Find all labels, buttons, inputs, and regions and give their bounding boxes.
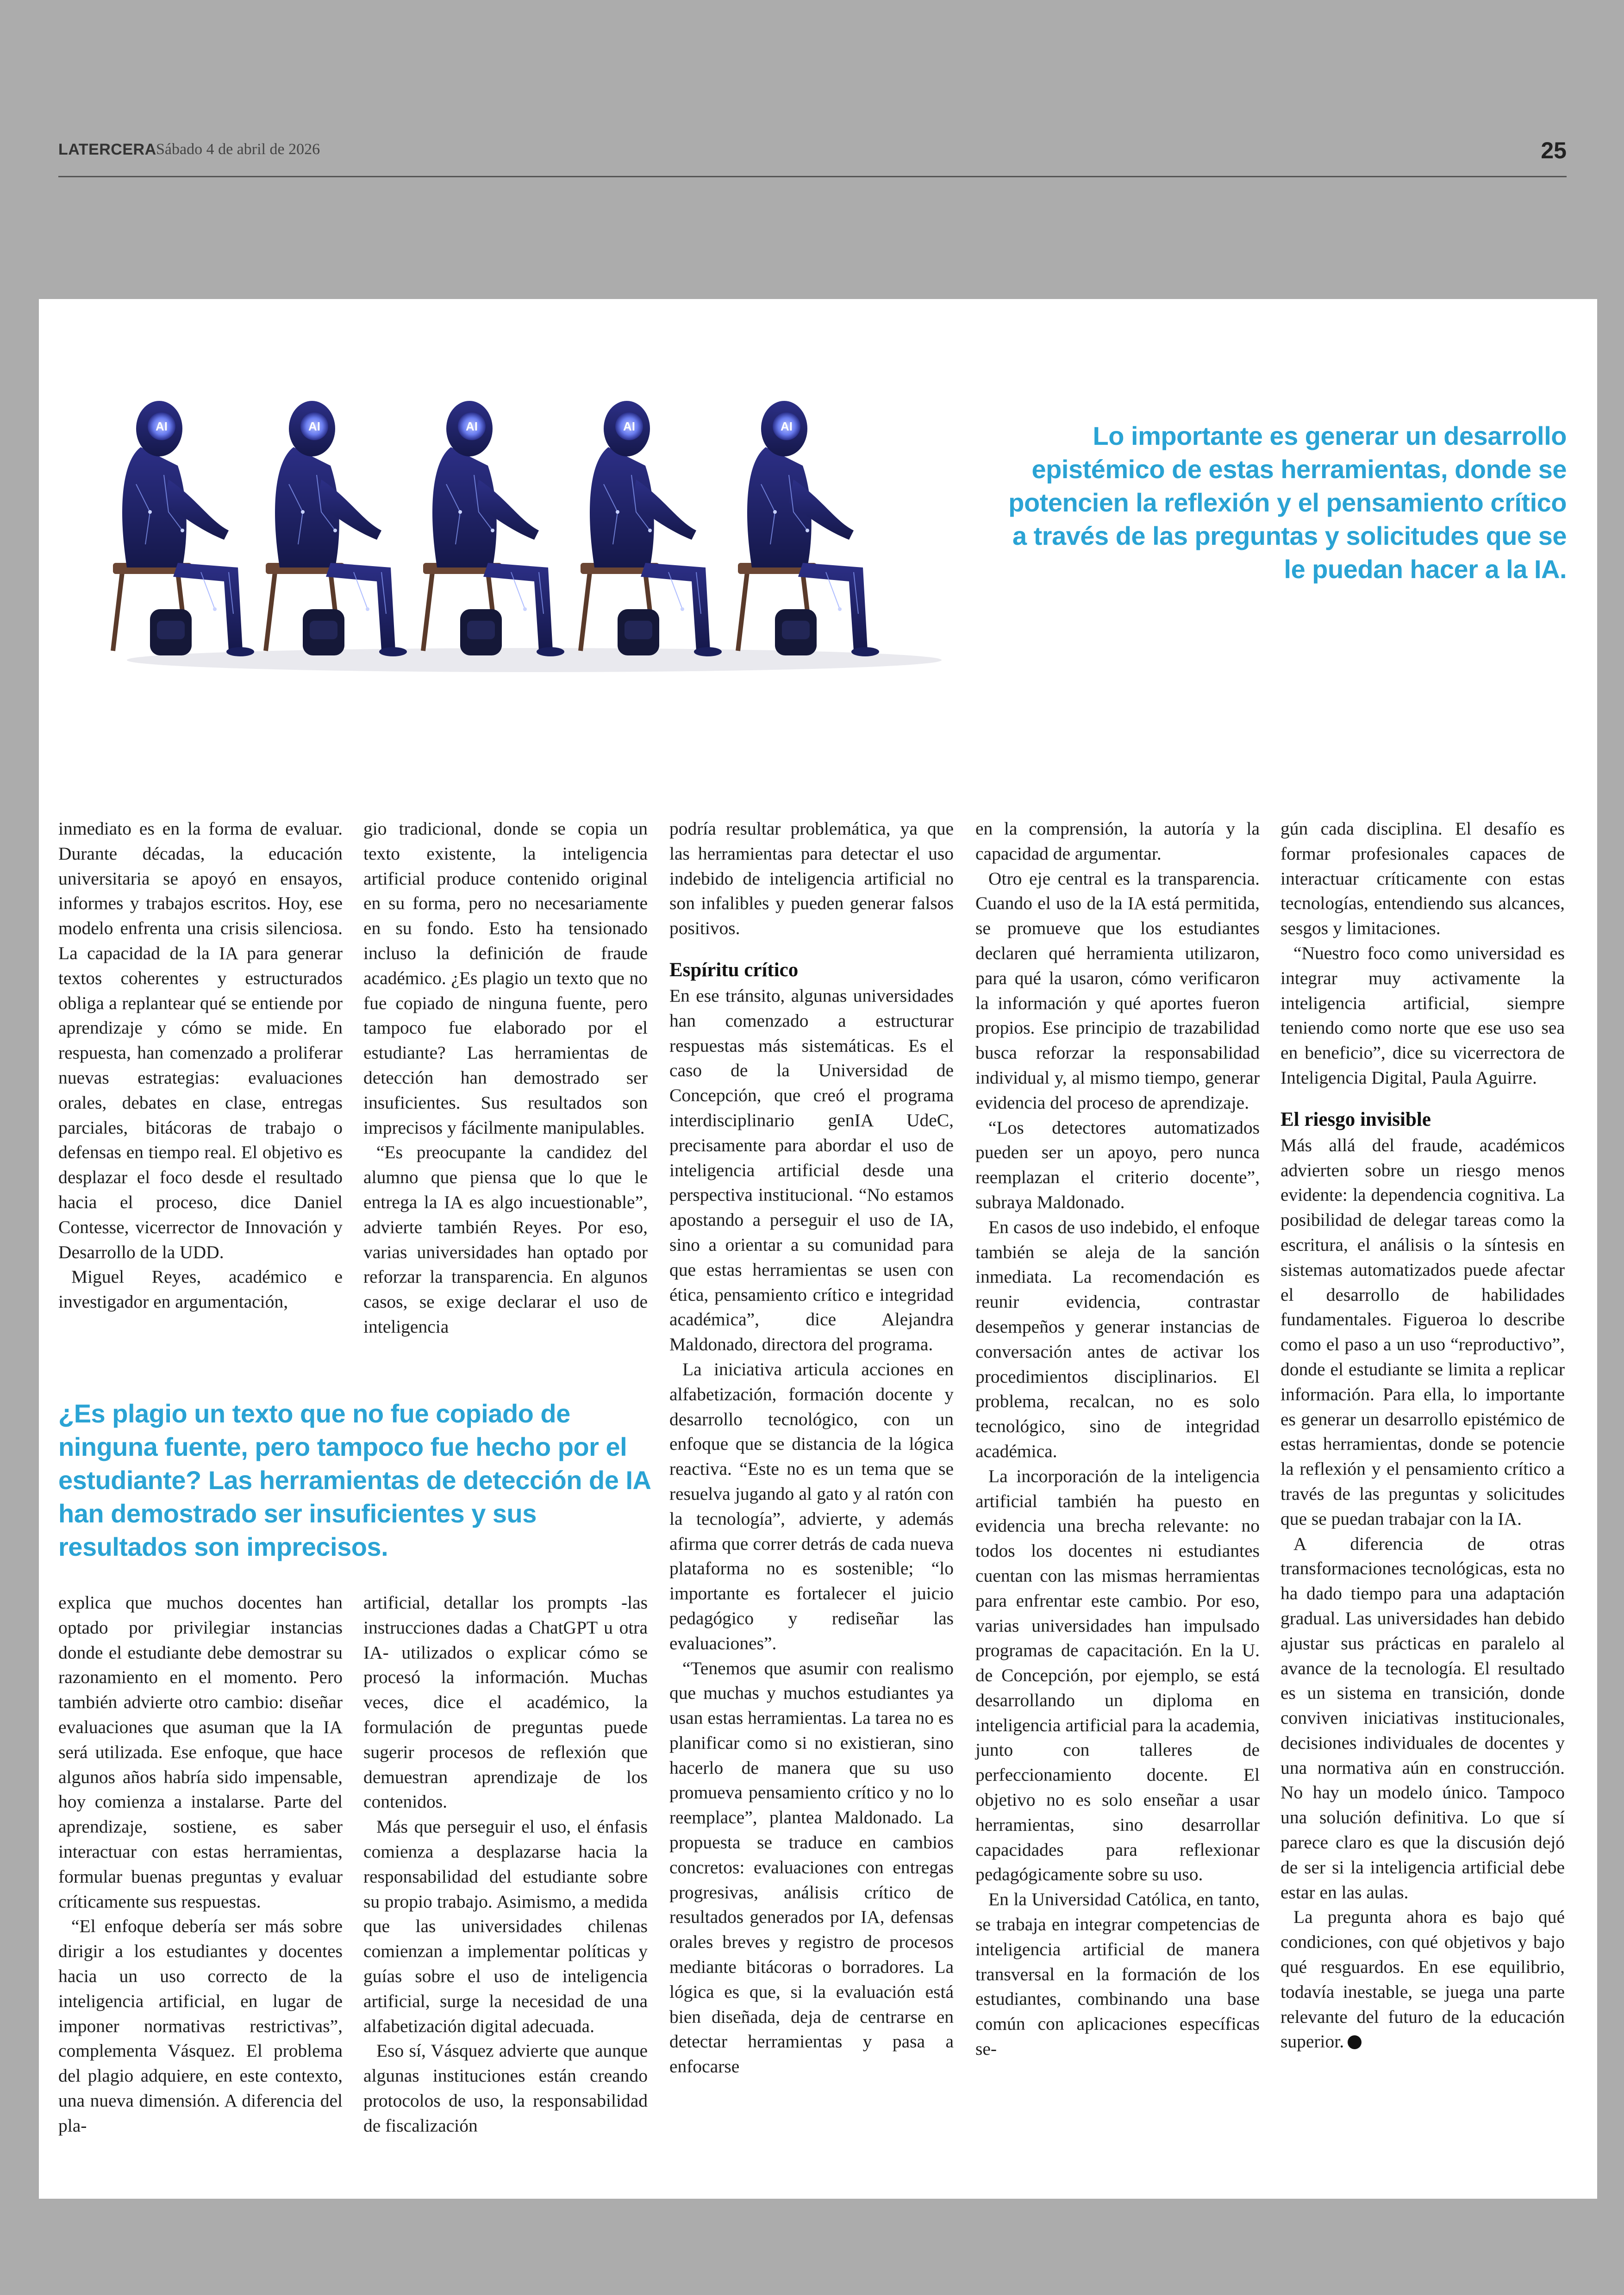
paragraph: La incorporación de la inteligencia artificial también ha puesto en evidencia una brecha relevante: no todos los docentes ni estudiantes cuentan con las mismas herramientas para enfrentar este cambio. Por eso, varias universidades han impulsado programas de capacitación. En la U. de Concepción, por ejemplo, se está desarrollando un diploma en inteligencia artificial para la academia, junto con talleres de perfeccionamiento docente. El objetivo no es solo enseñar a usar herramientas, sino desarrollar capacidades para reflexionar pedagógicamente sobre su uso.	[975, 1466, 1260, 1885]
column-1-bottom	[58, 1590, 343, 2139]
column-4	[975, 817, 1260, 2062]
paragraph: La iniciativa articula acciones en alfabetización, formación docente y desarrollo tecnológico, con un enfoque que se distancia de la lógica reactiva. “Este no es un tema que se resuelva jugando al gato y al ratón con la tecnología”, advierte, y además afirma que correr detrás de cada nueva plataforma no es sostenible; “lo importante es fortalecer el juicio pedagógico y rediseñar las evaluaciones”.	[669, 1359, 954, 1653]
paragraph: “Los detectores automatizados pueden ser un apoyo, pero nunca reemplazan el criterio docente”, subraya Maldonado.	[975, 1117, 1260, 1212]
header-rule	[58, 176, 1567, 177]
column-5	[1280, 817, 1565, 2054]
paragraph: artificial, detallar los prompts -las instrucciones dadas a ChatGPT u otra IA- utilizados o explicar cómo se procesó la información. Muchas veces, dice el académico, la formulación de preguntas puede sugerir procesos de reflexión que demuestran aprendizaje de los contenidos.	[363, 1592, 648, 1812]
page-header	[58, 137, 1567, 178]
column-2-top	[363, 817, 648, 1340]
paragraph	[1280, 1905, 1565, 2054]
paragraph: En la Universidad Católica, en tanto, se trabaja en integrar competencias de inteligencia artificial de manera transversal en la formación de los estudiantes, combinando una base común con aplicaciones específicas se-	[975, 1889, 1260, 2059]
column-3	[669, 817, 954, 2079]
students-ai-illustration	[108, 373, 960, 697]
ai-badge-5: AI	[781, 419, 793, 433]
ai-badge-3: AI	[466, 419, 478, 433]
paragraph: en la comprensión, la autoría y la capacidad de argumentar.	[975, 818, 1260, 864]
ai-badge-4: AI	[623, 419, 635, 433]
article-sheet	[39, 299, 1597, 2199]
column-1-top	[58, 817, 343, 1315]
paragraph: gio tradicional, donde se copia un texto existente, la inteligencia artificial produce contenido original en su forma, pero no necesariamente en su fondo. Esto ha tensionado incluso la definición de fraude académico. ¿Es plagio un texto que no fue copiado de ninguna fuente, pero tampoco fue elaborado por el estudiante? Las herramientas de detección han demostrado ser insuficientes. Sus resultados son imprecisos y fácilmente manipulables.	[363, 818, 648, 1138]
issue-date: Sábado 4 de abril de 2026	[156, 141, 320, 158]
ai-badge-1: AI	[156, 419, 168, 433]
paragraph: “El enfoque debería ser más sobre dirigir a los estudiantes y docentes hacia un uso correcto de la inteligencia artificial, en lugar de imponer normativas restrictivas”, complementa Vásquez. El problema del plagio adquiere, en este contexto, una nueva dimensión. A diferencia del pla-	[58, 1916, 343, 2136]
subheading-espiritu-critico: Espíritu crítico	[669, 959, 799, 981]
subheading-riesgo-invisible: El riesgo invisible	[1280, 1108, 1431, 1130]
pullquote-top: Lo importante es generar un desarrollo epistémico de estas herramientas, donde se potencien la reflexión y el pensamiento crítico a través de las preguntas y solicitudes que se le puedan hacer a la IA.	[1008, 421, 1567, 584]
newspaper-brand: LATERCERA	[58, 141, 156, 158]
paragraph: En casos de uso indebido, el enfoque también se aleja de la sanción inmediata. La recomendación es reunir evidencia, contrastar desempeños y generar instancias de conversación antes de activar los procedimientos disciplinarios. El problema, recalcan, no es solo tecnológico, sino de integridad académica.	[975, 1216, 1260, 1461]
paragraph: Miguel Reyes, académico e investigador en argumentación,	[58, 1266, 343, 1312]
paragraph: “Es preocupante la candidez del alumno que piensa que lo que le entrega la IA es algo incuestionable”, advierte también Reyes. Por eso, varias universidades han optado por reforzar la transparencia. En algunos casos, se exige declarar el uso de inteligencia	[363, 1142, 648, 1337]
paragraph: inmediato es en la forma de evaluar. Durante décadas, la educación universitaria se apoyó en ensayos, informes y trabajos escritos. Hoy, ese modelo enfrenta una crisis silenciosa. La capacidad de la IA para generar textos coherentes y estructurados obliga a replantear qué se entiende por aprendizaje y cómo se mide. En respuesta, han comenzado a proliferar nuevas estrategias: evaluaciones orales, debates en clase, entregas parciales, bitácoras de trabajo o defensas en tiempo real. El objetivo es desplazar el foco desde el resultado hacia el proceso, dice Daniel Contesse, vicerrector de Innovación y Desarrollo de la UDD.	[58, 818, 343, 1262]
paragraph: podría resultar problemática, ya que las herramientas para detectar el uso indebido de inteligencia artificial no son infalibles y pueden generar falsos positivos.	[669, 818, 954, 939]
column-2-bottom	[363, 1590, 648, 2139]
paragraph: “Tenemos que asumir con realismo que muchas y muchos estudiantes ya usan estas herramientas. La tarea no es planificar como si no existieran, sino hacerlo de manera que su uso promueva pensamiento crítico y no lo reemplace”, plantea Maldonado. La propuesta se traduce en cambios concretos: evaluaciones con entregas progresivas, análisis crítico de resultados generados por IA, defensas orales breves y registro de procesos mediante bitácoras o borradores. La lógica es que, si la evaluación está bien diseñada, deja de centrarse en detectar herramientas y pasa a enfocarse	[669, 1658, 954, 2077]
end-mark-icon	[1348, 2035, 1362, 2049]
paragraph: Eso sí, Vásquez advierte que aunque algunas instituciones están creando protocolos de uso, la responsabilidad de fiscalización	[363, 2040, 648, 2136]
paragraph: Otro eje central es la transparencia. Cuando el uso de la IA está permitida, se promueve que los estudiantes declaren qué herramienta utilizaron, para qué la usaron, cómo verificaron la información y qué aportes fueron propios. Ese principio de trazabilidad busca reforzar la responsabilidad individual y, al mismo tiempo, generar evidencia del proceso de aprendizaje.	[975, 868, 1260, 1113]
paragraph: explica que muchos docentes han optado por privilegiar instancias donde el estudiante debe demostrar su razonamiento en el momento. Pero también advierte otro cambio: diseñar evaluaciones que asuman que la IA será utilizada. Ese enfoque, que hace algunos años habría sido impensable, hoy comienza a instalarse. Parte del aprendizaje, sostiene, es saber interactuar con estas herramientas, formular buenas preguntas y evaluar críticamente sus respuestas.	[58, 1592, 343, 1912]
closing-paragraph-text: La pregunta ahora es bajo qué condiciones, con qué objetivos y bajo qué resguardos. En ese equilibrio, todavía inestable, se juega una parte relevante del futuro de la educación superior.	[1280, 1907, 1565, 2052]
paragraph: A diferencia de otras transformaciones tecnológicas, esta no ha dado tiempo para una adaptación gradual. Las universidades han debido ajustar sus prácticas en paralelo al avance de la tecnología. El resultado es un sistema en transición, donde conviven iniciativas institucionales, decisiones individuales de docentes y una normativa aún en construcción. No hay un modelo único. Tampoco una solución definitiva. Lo que sí parece claro es que la discusión dejó de ser si la inteligencia artificial debe estar en las aulas.	[1280, 1533, 1565, 1902]
ai-badge-2: AI	[308, 419, 320, 433]
paragraph: Más allá del fraude, académicos advierten sobre un riesgo menos evidente: la dependencia cognitiva. La posibilidad de delegar tareas como la escritura, el análisis o la síntesis en sistemas automatizados puede afectar el desarrollo de habilidades fundamentales. Figueroa lo describe como el paso a un uso “reproductivo”, donde el estudiante se limita a replicar información. Para ella, lo importante es generar un desarrollo epistémico de estas herramientas, donde se potencie la reflexión y el pensamiento crítico a través de las preguntas y solicitudes que se puedan trabajar con la IA.	[1280, 1135, 1565, 1529]
page-number: 25	[1541, 137, 1567, 163]
pullquote-middle: ¿Es plagio un texto que no fue copiado de ninguna fuente, pero tampoco fue hecho por el estudiante? Las herramientas de detección de IA han demostrado ser insuficientes y sus resultados son imprecisos.	[58, 1399, 650, 1561]
paragraph: “Nuestro foco como universidad es integrar muy activamente la inteligencia artificial, siempre teniendo como norte que ese uso sea en beneficio”, dice su vicerrectora de Inteligencia Digital, Paula Aguirre.	[1280, 942, 1565, 1088]
paragraph: gún cada disciplina. El desafío es formar profesionales capaces de interactuar críticamente con estas tecnologías, entendiendo sus alcances, sesgos y limitaciones.	[1280, 818, 1565, 939]
paragraph: Más que perseguir el uso, el énfasis comienza a desplazarse hacia la responsabilidad del estudiante sobre su propio trabajo. Asimismo, a medida que las universidades chilenas comienzan a implementar políticas y guías sobre el uso de inteligencia artificial, surge la necesidad de una alfabetización digital adecuada.	[363, 1816, 648, 2036]
paragraph: En ese tránsito, algunas universidades han comenzado a estructurar respuestas más sistemáticas. Es el caso de la Universidad de Concepción, que creó el programa interdisciplinario genIA UdeC, precisamente para abordar el uso de inteligencia artificial desde una perspectiva institucional. “No estamos apostando a perseguir el uso de IA, sino a orientar a su comunidad para que estas herramientas se usen con ética, pensamiento crítico e integridad académica”, dice Alejandra Maldonado, directora del programa.	[669, 985, 954, 1355]
